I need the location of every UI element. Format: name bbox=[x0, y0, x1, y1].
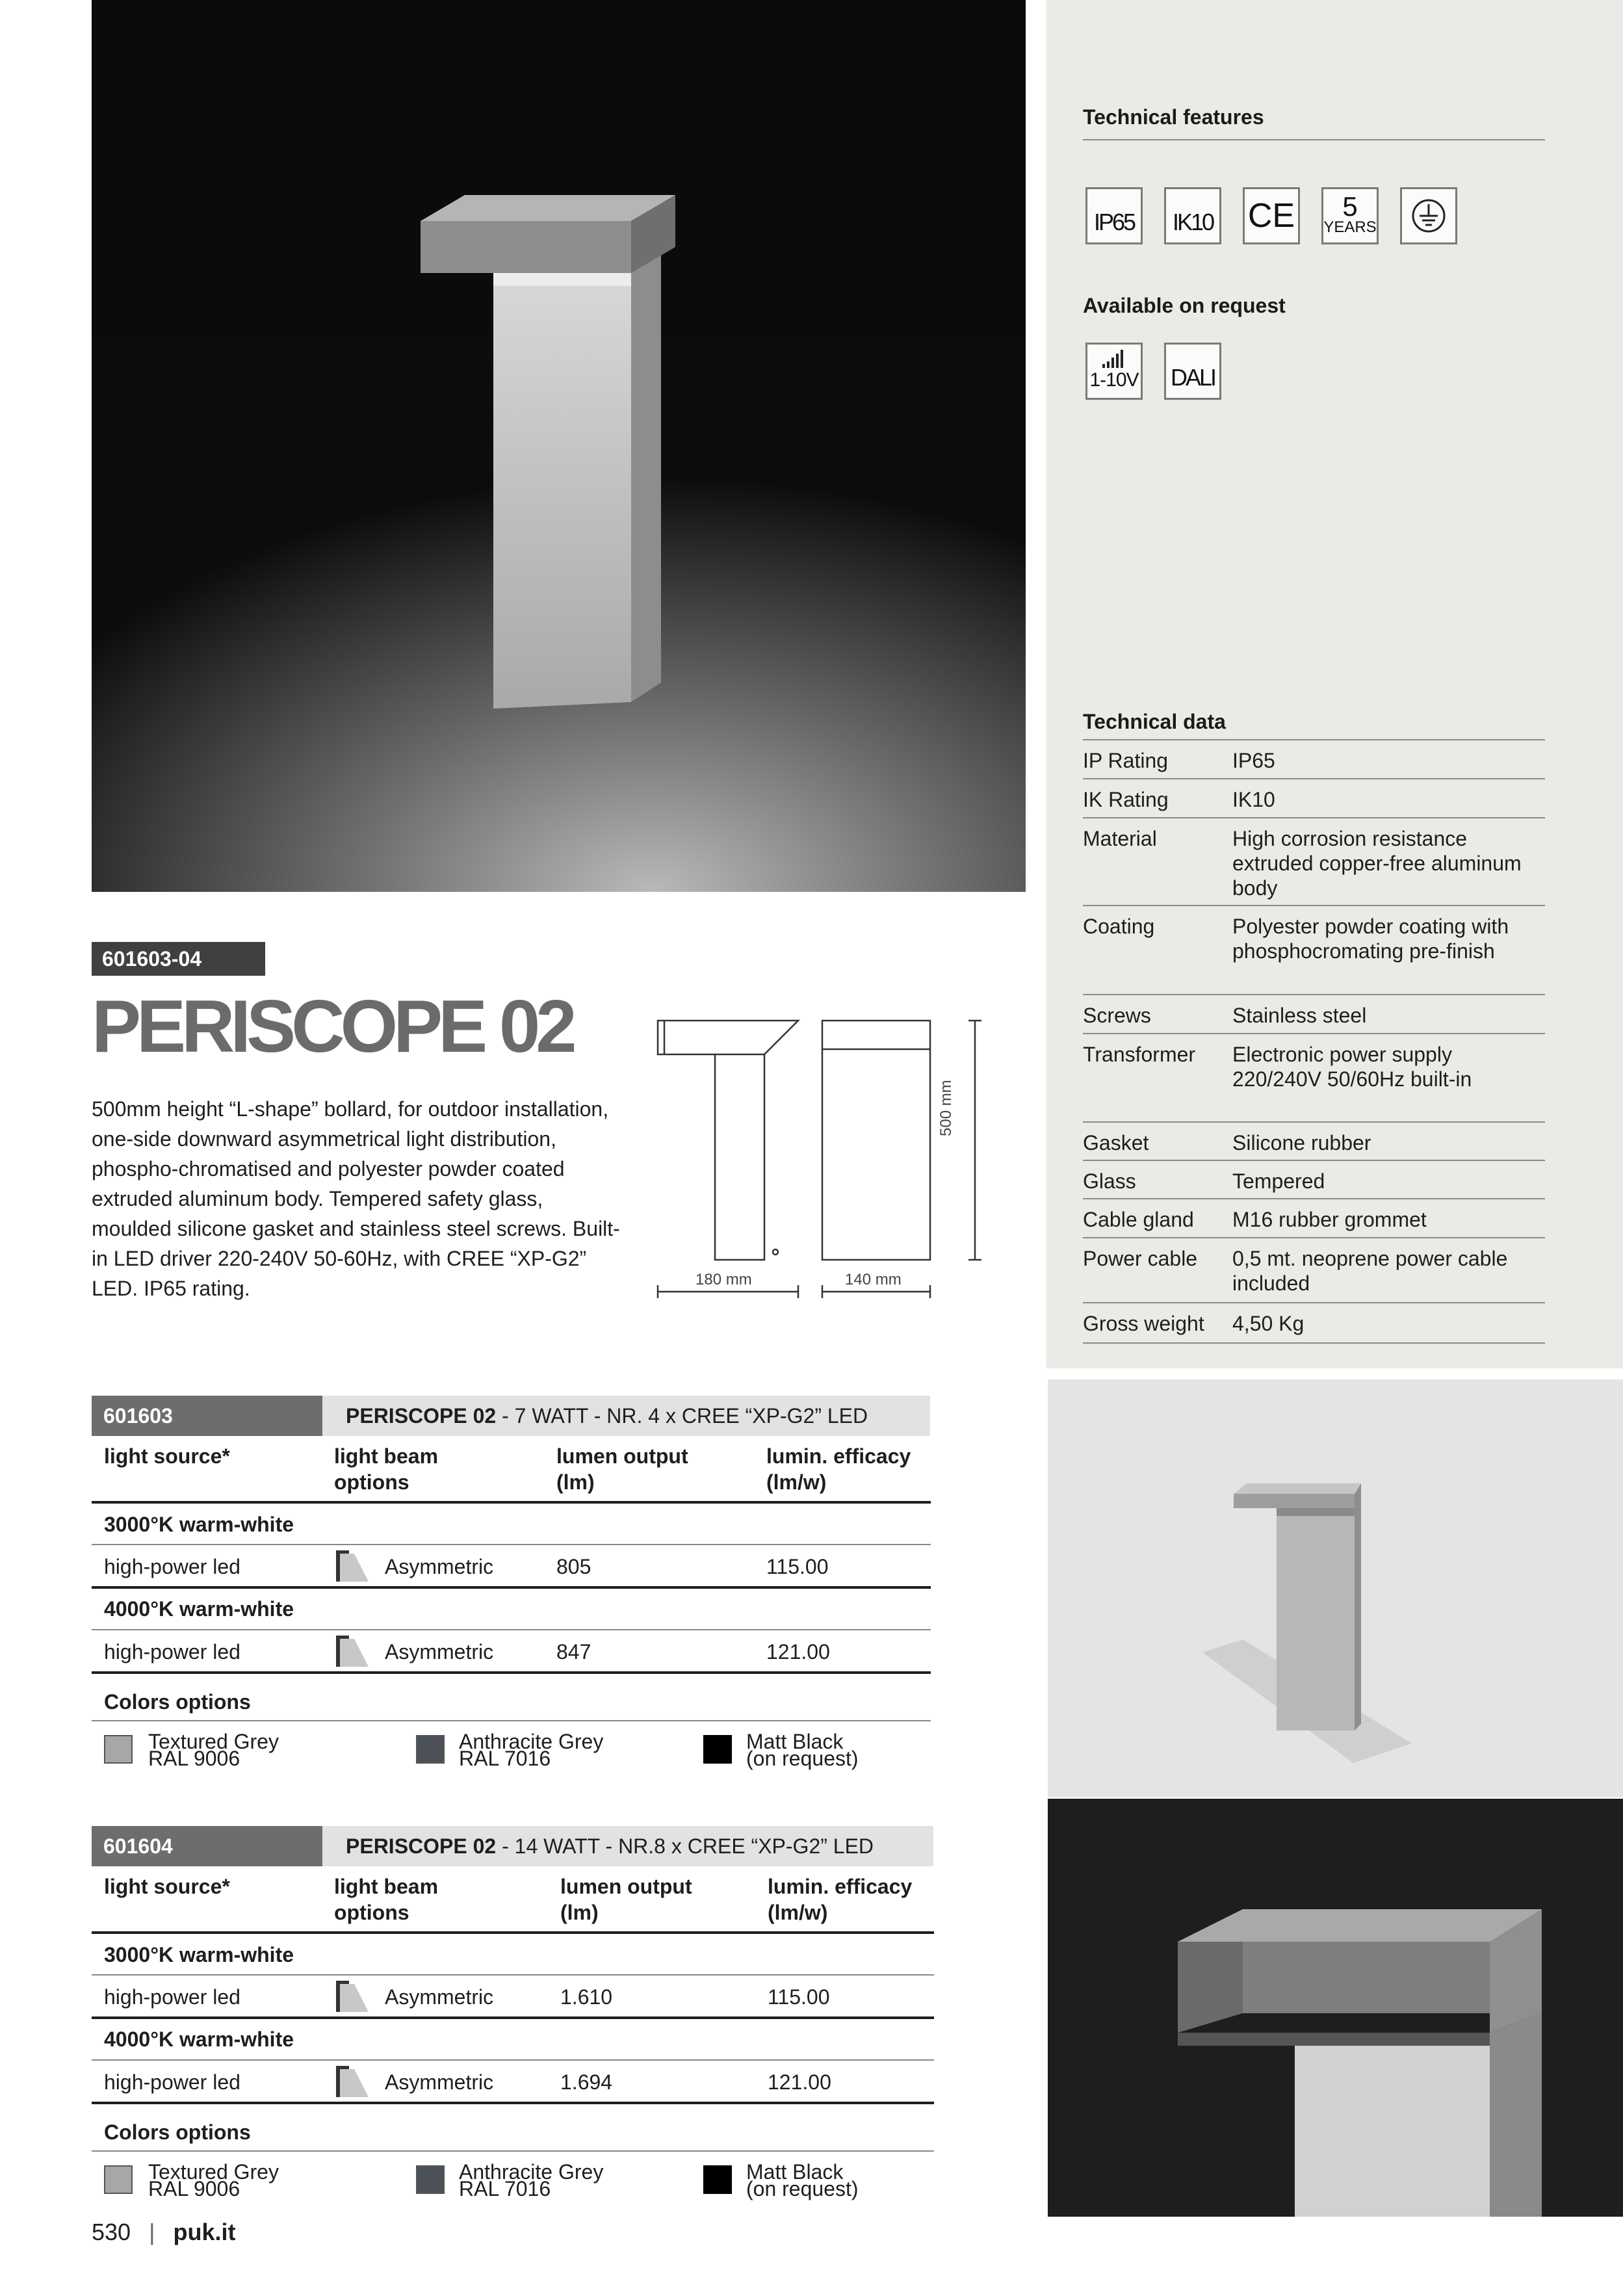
efficacy-cell: 115.00 bbox=[768, 1985, 830, 2009]
tech-row: Gross weight 4,50 Kg bbox=[1083, 1303, 1545, 1344]
light-source-cell: high-power led bbox=[104, 1640, 240, 1663]
tech-row: Coating Polyester powder coating with phosphocromating pre-finish bbox=[1083, 906, 1545, 995]
beam-cell: Asymmetric bbox=[385, 1555, 494, 1578]
earth-icon bbox=[1400, 187, 1457, 244]
divider bbox=[92, 1974, 934, 1976]
ip65-badge: IP65 bbox=[1085, 187, 1143, 244]
color-temperature: 3000°K warm-white bbox=[104, 1513, 294, 1536]
tech-row: Screws Stainless steel bbox=[1083, 995, 1545, 1034]
asymmetric-beam-icon bbox=[335, 2065, 369, 2098]
colors-options-title: Colors options bbox=[104, 2120, 251, 2144]
divider bbox=[92, 2102, 934, 2104]
tech-row: Cable gland M16 rubber grommet bbox=[1083, 1199, 1545, 1238]
divider bbox=[92, 1544, 931, 1545]
signal-bars-icon bbox=[1100, 347, 1128, 369]
col-light-beam: light beam options bbox=[334, 1444, 439, 1494]
color-label: Matt Black (on request) bbox=[746, 1730, 859, 1770]
ik10-badge: IK10 bbox=[1164, 187, 1221, 244]
table-code: 601603 bbox=[92, 1396, 322, 1436]
technical-features-title: Technical features bbox=[1083, 105, 1264, 129]
product-description: 500mm height “L-shape” bollard, for outdoor installation, one-side downward asymmetrical light distribution, phospho-chromatised and polyester powder coated extruded aluminum body. Tempered safety glass, moulded silicone gasket and stainless steel screws. Built-in LED driver 220-240V 50-60Hz, with CREE “XP-G2” LED. IP65 rating. bbox=[92, 1097, 620, 1300]
beam-cell: Asymmetric bbox=[385, 1640, 494, 1663]
col-light-source: light source* bbox=[104, 1444, 230, 1468]
divider bbox=[92, 1720, 931, 1721]
height-dimension-label: 500 mm bbox=[937, 1080, 955, 1136]
tech-row: Material High corrosion resistance extruded copper-free aluminum body bbox=[1083, 818, 1545, 906]
color-swatch-matt-black bbox=[703, 1735, 732, 1764]
colors-options-title: Colors options bbox=[104, 1690, 251, 1714]
footer-separator: | bbox=[149, 2219, 155, 2245]
dimension-drawing bbox=[650, 1014, 1001, 1313]
page-number: 530 bbox=[92, 2219, 131, 2245]
lumen-cell: 805 bbox=[556, 1555, 591, 1578]
light-source-cell: high-power led bbox=[104, 1985, 240, 2009]
light-source-cell: high-power led bbox=[104, 2070, 240, 2094]
lumen-cell: 1.610 bbox=[560, 1985, 613, 2009]
table-title: PERISCOPE 02 - 7 WATT - NR. 4 x CREE “XP-G2” LED bbox=[322, 1396, 930, 1436]
efficacy-cell: 121.00 bbox=[766, 1640, 830, 1663]
asymmetric-beam-icon bbox=[335, 1549, 369, 1583]
asymmetric-beam-icon bbox=[335, 1634, 369, 1668]
ce-mark-badge: CE bbox=[1243, 187, 1300, 244]
color-swatch-anthracite-grey bbox=[416, 2165, 445, 2194]
available-on-request-title: Available on request bbox=[1083, 294, 1286, 317]
divider bbox=[92, 1671, 931, 1674]
light-source-cell: high-power led bbox=[104, 1555, 240, 1578]
color-temperature: 4000°K warm-white bbox=[104, 1597, 294, 1621]
color-temperature: 3000°K warm-white bbox=[104, 1943, 294, 1966]
divider bbox=[92, 2016, 934, 2019]
divider bbox=[92, 1931, 934, 1934]
efficacy-cell: 115.00 bbox=[766, 1555, 829, 1578]
color-temperature: 4000°K warm-white bbox=[104, 2028, 294, 2051]
front-width-label: 180 mm bbox=[695, 1271, 752, 1288]
color-label: Textured Grey RAL 9006 bbox=[148, 2160, 279, 2200]
tech-row: IK Rating IK10 bbox=[1083, 779, 1545, 818]
color-swatch-textured-grey bbox=[104, 1735, 133, 1764]
col-light-source: light source* bbox=[104, 1875, 230, 1898]
color-label: Anthracite Grey RAL 7016 bbox=[459, 2160, 604, 2200]
color-swatch-anthracite-grey bbox=[416, 1735, 445, 1764]
product-title: PERISCOPE 02 bbox=[92, 985, 573, 1068]
dimming-1-10v-badge: 1-10V bbox=[1085, 343, 1143, 400]
table-code: 601604 bbox=[92, 1826, 322, 1866]
divider bbox=[1083, 139, 1545, 140]
col-light-beam: light beam options bbox=[334, 1875, 439, 1924]
col-efficacy: lumin. efficacy (lm/w) bbox=[768, 1875, 913, 1924]
website-link[interactable]: puk.it bbox=[173, 2219, 236, 2245]
dali-badge: DALI bbox=[1164, 343, 1221, 400]
beam-cell: Asymmetric bbox=[385, 1985, 494, 2009]
divider bbox=[92, 1629, 931, 1630]
divider bbox=[92, 1586, 931, 1589]
warranty-badge: 5 YEARS bbox=[1321, 187, 1379, 244]
tech-row: Glass Tempered bbox=[1083, 1161, 1545, 1199]
side-width-label: 140 mm bbox=[845, 1271, 902, 1288]
table-title: PERISCOPE 02 - 14 WATT - NR.8 x CREE “XP-G2” LED bbox=[322, 1826, 933, 1866]
divider bbox=[92, 2150, 934, 2152]
tech-row: Power cable 0,5 mt. neoprene power cable included bbox=[1083, 1238, 1545, 1303]
lumen-cell: 1.694 bbox=[560, 2070, 613, 2094]
tech-row: IP Rating IP65 bbox=[1083, 740, 1545, 779]
divider bbox=[92, 2059, 934, 2061]
col-lumen-output: lumen output (lm) bbox=[560, 1875, 692, 1924]
asymmetric-beam-icon bbox=[335, 1979, 369, 2013]
color-label: Matt Black (on request) bbox=[746, 2160, 859, 2200]
col-efficacy: lumin. efficacy (lm/w) bbox=[766, 1444, 911, 1494]
divider bbox=[92, 1501, 931, 1504]
beam-cell: Asymmetric bbox=[385, 2070, 494, 2094]
color-label: Anthracite Grey RAL 7016 bbox=[459, 1730, 604, 1770]
efficacy-cell: 121.00 bbox=[768, 2070, 831, 2094]
tech-row: Transformer Electronic power supply 220/240V 50/60Hz built-in bbox=[1083, 1034, 1545, 1123]
product-code-tag: 601603-04 bbox=[92, 942, 265, 976]
lumen-cell: 847 bbox=[556, 1640, 591, 1663]
product-photo-studio bbox=[1048, 1379, 1623, 1797]
hero-product-photo bbox=[92, 0, 1026, 892]
page-footer bbox=[92, 2219, 235, 2246]
color-label: Textured Grey RAL 9006 bbox=[148, 1730, 279, 1770]
color-swatch-textured-grey bbox=[104, 2165, 133, 2194]
technical-data-title: Technical data bbox=[1083, 710, 1226, 733]
tech-row: Gasket Silicone rubber bbox=[1083, 1123, 1545, 1161]
product-detail-photo bbox=[1048, 1799, 1623, 2217]
color-swatch-matt-black bbox=[703, 2165, 732, 2194]
col-lumen-output: lumen output (lm) bbox=[556, 1444, 688, 1494]
